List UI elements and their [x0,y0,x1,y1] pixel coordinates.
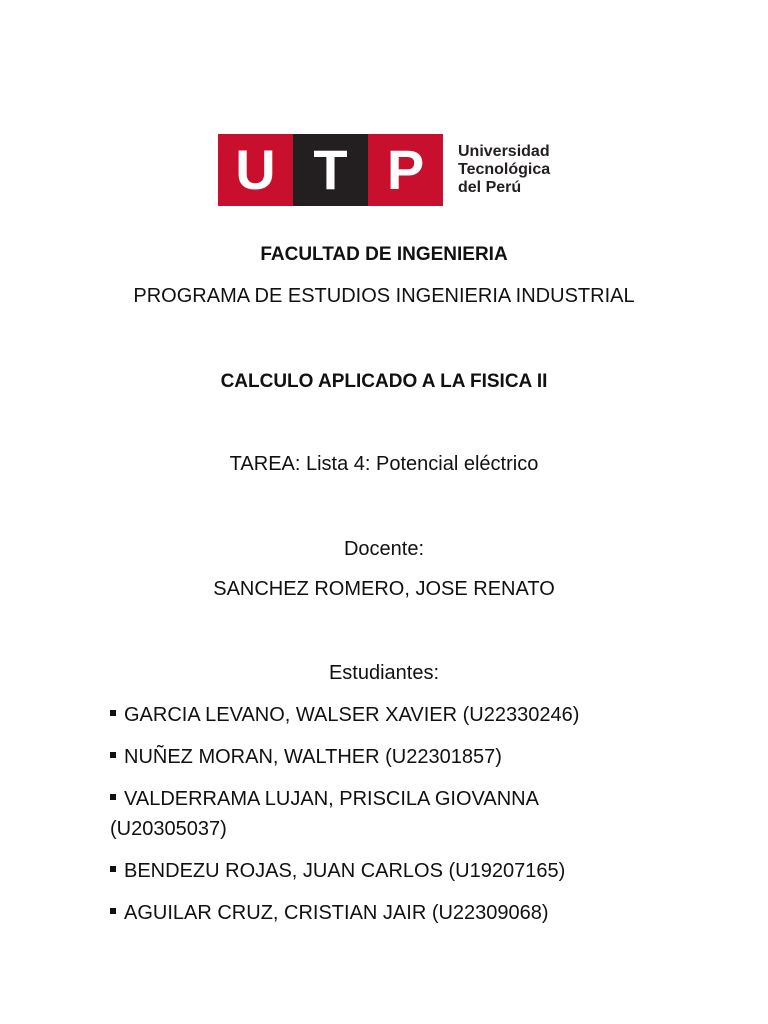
bullet-icon [110,752,116,758]
logo-name-line: Universidad [458,143,550,160]
logo-letter-blocks [218,134,443,206]
bullet-icon [110,866,116,872]
student-name: BENDEZU ROJAS, JUAN CARLOS (U19207165) [124,860,566,882]
program-heading: PROGRAMA DE ESTUDIOS INGENIERIA INDUSTRIAL [133,285,635,307]
student-item [110,784,590,844]
logo-letter-t: T [293,134,368,206]
student-name: AGUILAR CRUZ, CRISTIAN JAIR (U22309068) [124,902,549,924]
logo-letter-u: U [218,134,293,206]
bullet-icon [110,794,116,800]
utp-logo [218,134,568,206]
student-name: VALDERRAMA LUJAN, PRISCILA GIOVANNA (U20305037) [110,788,538,840]
logo-name-line: Tecnológica [458,161,551,178]
student-item [110,700,730,730]
teacher-label: Docente: [343,538,425,560]
student-name: GARCIA LEVANO, WALSER XAVIER (U22330246) [124,704,580,726]
course-title: CALCULO APLICADO A LA FISICA II [220,371,548,392]
student-name: NUÑEZ MORAN, WALTHER (U22301857) [124,746,502,768]
student-item [110,742,730,772]
teacher-name: SANCHEZ ROMERO, JOSE RENATO [213,578,555,600]
bullet-icon [110,710,116,716]
bullet-icon [110,908,116,914]
logo-name-line: del Perú [458,179,522,196]
student-item [110,856,730,886]
students-label: Estudiantes: [328,662,440,684]
task-title: TAREA: Lista 4: Potencial eléctrico [229,453,539,475]
logo-letter-p: P [368,134,443,206]
student-item [110,898,730,928]
logo-university-name [458,143,573,197]
faculty-heading: FACULTAD DE INGENIERIA [260,244,508,265]
